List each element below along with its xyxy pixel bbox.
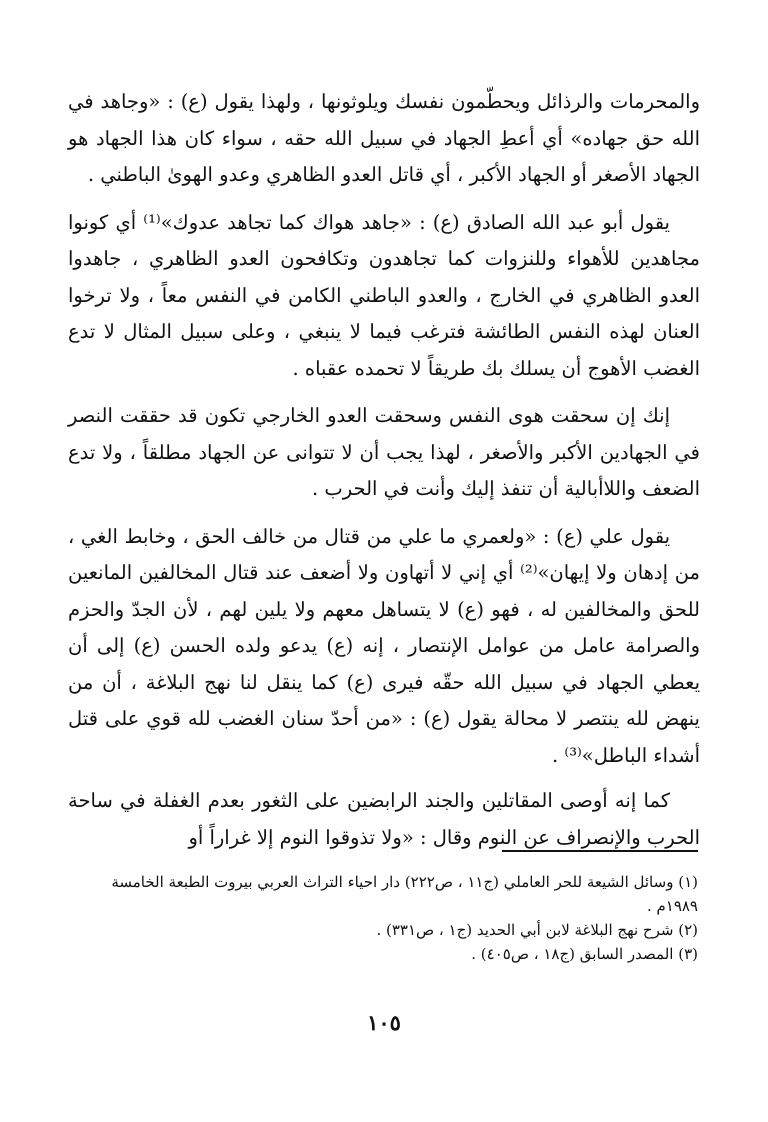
- paragraph-5: كما إنه أوصى المقاتلين والجند الرابضين على الثغور بعدم الغفلة في ساحة الحرب والإنصراف عن النوم وقال : «ولا تذوقوا النوم إلا غراراً أو: [68, 789, 700, 849]
- footnotes: [68, 870, 698, 966]
- footnote-separator: [502, 850, 698, 852]
- paragraph-2: يقول أبو عبد الله الصادق (ع) : «جاهد هواك كما تجاهد عدوك»⁽¹⁾ أي كونوا مجاهدين للأهواء وللنزوات كما تجاهدون وتكافحون العدو الظاهري ، جاهدوا العدو الظاهري في الخارج ، والعدو الباطني الكامن في النفس معاً ، ولا ترخوا العنان لهذه النفس الطائشة فترغب فيما لا ينبغي ، وعلى سبيل المثال لا تدع الغضب الأهوج أن يسلك بك طريقاً لا تحمده عقباه .: [68, 210, 700, 380]
- paragraph-4: يقول علي (ع) : «ولعمري ما علي من قتال من خالف الحق ، وخابط الغي ، من إدهان ولا إيهان»⁽²⁾ أي إني لا أتهاون ولا أضعف عند قتال المخالفين المانعين للحق والمخالفين له ، فهو (ع) لا يتساهل معهم ولا يلين لهم ، لأن الجدّ والحزم والصرامة عامل من عوامل الإنتصار ، إنه (ع) يدعو ولده الحسن (ع) إلى أن يعطي الجهاد في سبيل الله حقّه فيرى (ع) كما ينقل لنا نهج البلاغة ، أن من ينهض لله ينتصر لا محالة يقول (ع) : «من أحدّ سنان الغضب لله قوي على قتل أشداء الباطل»⁽³⁾ .: [68, 524, 700, 767]
- footnote-3: (٣) المصدر السابق (ج١٨ ، ص٤٠٥) .: [471, 945, 698, 963]
- paragraph-1: والمحرمات والرذائل ويحطّمون نفسك ويلوثونها ، ولهذا يقول (ع) : «وجاهد في الله حق جهاده» أي أعطِ الجهاد في سبيل الله حقه ، سواء كان هذا الجهاد هو الجهاد الأصغر أو الجهاد الأكبر ، أي قاتل العدو الظاهري وعدو الهوىٰ الباطني .: [68, 90, 700, 186]
- footnote-2: (٢) شرح نهج البلاغة لابن أبي الحديد (ج١ ، ص٣٣١) .: [376, 921, 698, 939]
- paragraph-3: إنك إن سحقت هوى النفس وسحقت العدو الخارجي تكون قد حققت النصر في الجهادين الأكبر والأصغر ، لهذا يجب أن لا تتوانى عن الجهاد مطلقاً ، ولا تدع الضعف واللاأبالية أن تنفذ إليك وأنت في الحرب .: [68, 404, 700, 500]
- footnote-1: (١) وسائل الشيعة للحر العاملي (ج١١ ، ص٢٢٢) دار احياء التراث العربي بيروت الطبعة الخامسة ١٩٨٩م .: [111, 873, 698, 915]
- main-text: [68, 84, 700, 867]
- page-number: ١٠٥: [367, 1010, 401, 1035]
